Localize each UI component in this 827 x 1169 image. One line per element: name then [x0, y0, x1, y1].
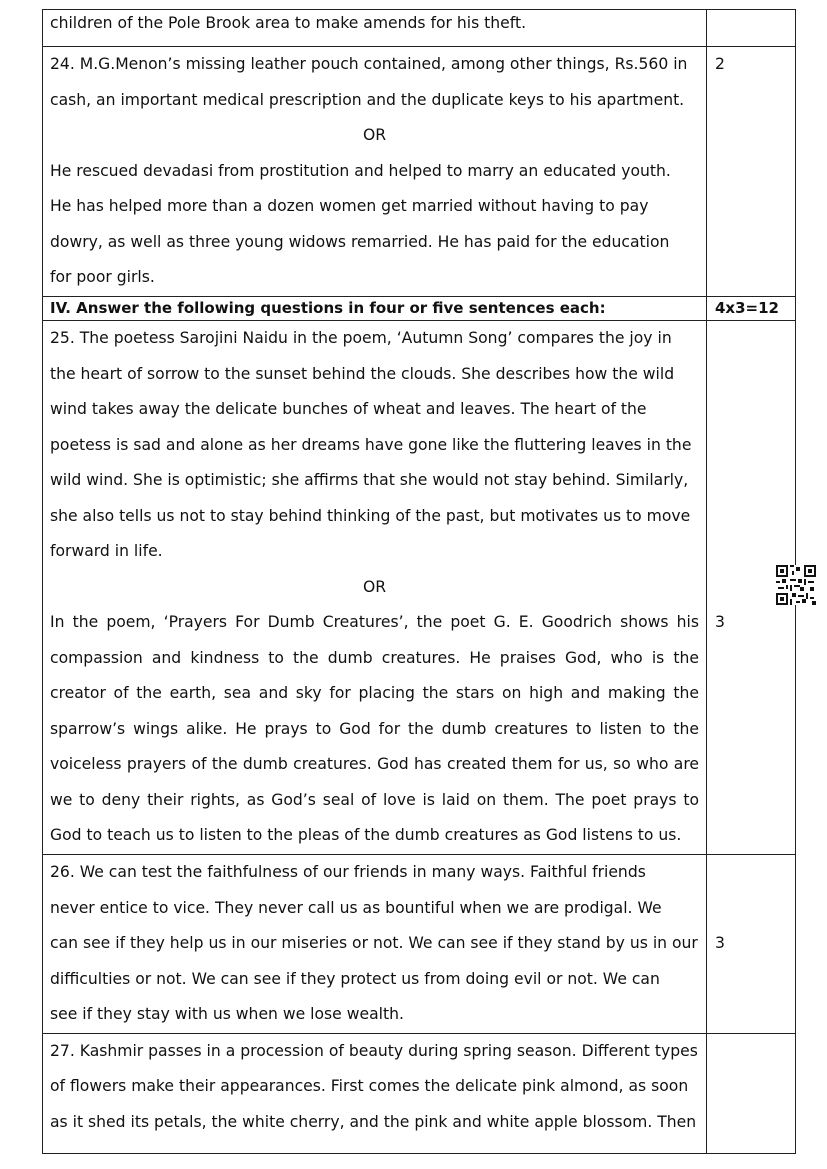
answer-line: 26. We can test the faithfulness of our friends in many ways. Faithful friends [50, 863, 646, 881]
marks-cell [707, 1033, 796, 1153]
section-title: IV. Answer the following questions in four or five sentences each: [43, 297, 707, 321]
answer-line: of flowers make their appearances. First comes the delicate pink almond, as soon [50, 1077, 689, 1095]
qr-code-icon [776, 565, 816, 605]
answer-line: compassion and kindness to the dumb creatures. He praises God, who is the [50, 648, 699, 667]
answer-line: He rescued devadasi from prostitution and helped to marry an educated youth. [50, 161, 671, 180]
answer-cell [43, 321, 707, 855]
section-marks: 4x3=12 [707, 297, 796, 321]
answer-line: can see if they help us in our miseries or not. We can see if they stand by us in our [50, 934, 698, 952]
marks-cell: 2 [707, 47, 796, 297]
answer-line: 27. Kashmir passes in a procession of beauty during spring season. Different types [50, 1041, 698, 1060]
answer-line: children of the Pole Brook area to make amends for his theft. [50, 14, 527, 32]
table-row [43, 855, 796, 1034]
answer-line: voiceless prayers of the dumb creatures. God has created them for us, so who are [50, 755, 699, 773]
answer-line: 24. M.G.Menon’s missing leather pouch contained, among other things, Rs.560 in [50, 55, 688, 73]
table-row [43, 47, 796, 297]
answer-line: poetess is sad and alone as her dreams have gone like the fluttering leaves in the [50, 435, 692, 454]
section-header-row [43, 297, 796, 321]
answer-line: see if they stay with us when we lose wealth. [50, 1005, 404, 1023]
table-row [43, 10, 796, 47]
marks-cell: 3 [707, 855, 796, 1034]
answer-line: the heart of sorrow to the sunset behind the clouds. She describes how the wild [50, 364, 675, 383]
answer-line: 25. The poetess Sarojini Naidu in the poem, ‘Autumn Song’ compares the joy in [50, 329, 672, 347]
answer-line: In the poem, ‘Prayers For Dumb Creatures’, the poet G. E. Goodrich shows his [50, 613, 699, 631]
table-row [43, 1033, 796, 1153]
answer-cell [43, 855, 707, 1034]
answer-line: He has helped more than a dozen women get married without having to pay [50, 197, 649, 215]
answer-line: she also tells us not to stay behind thinking of the past, but motivates us to move [50, 506, 691, 525]
answer-line: forward in life. [50, 542, 163, 560]
or-separator: OR [362, 126, 387, 144]
answer-cell [43, 10, 707, 47]
marks-cell [707, 10, 796, 47]
answer-cell [43, 47, 707, 297]
answer-table [42, 9, 796, 1154]
marks-value: 3 [715, 613, 725, 631]
answer-line: for poor girls. [50, 268, 155, 286]
or-separator: OR [362, 577, 387, 596]
answer-line: difficulties or not. We can see if they protect us from doing evil or not. We can [50, 969, 660, 988]
answer-cell [43, 1033, 707, 1153]
answer-line: cash, an important medical prescription and the duplicate keys to his apartment. [50, 90, 685, 109]
answer-line: sparrow’s wings alike. He prays to God for the dumb creatures to listen to the [50, 719, 699, 738]
answer-line: wind takes away the delicate bunches of wheat and leaves. The heart of the [50, 400, 647, 418]
answer-line: dowry, as well as three young widows remarried. He has paid for the education [50, 232, 670, 251]
answer-line: never entice to vice. They never call us as bountiful when we are prodigal. We [50, 898, 662, 917]
answer-line: God to teach us to listen to the pleas of the dumb creatures as God listens to us. [50, 826, 682, 844]
answer-line: creator of the earth, sea and sky for placing the stars on high and making the [50, 684, 699, 702]
answer-line: as it shed its petals, the white cherry, and the pink and white apple blossom. Then [50, 1112, 697, 1131]
answer-line: wild wind. She is optimistic; she affirms that she would not stay behind. Similarly, [50, 471, 689, 489]
table-row [43, 321, 796, 855]
answer-line: we to deny their rights, as God’s seal of love is laid on them. The poet prays to [50, 790, 699, 809]
